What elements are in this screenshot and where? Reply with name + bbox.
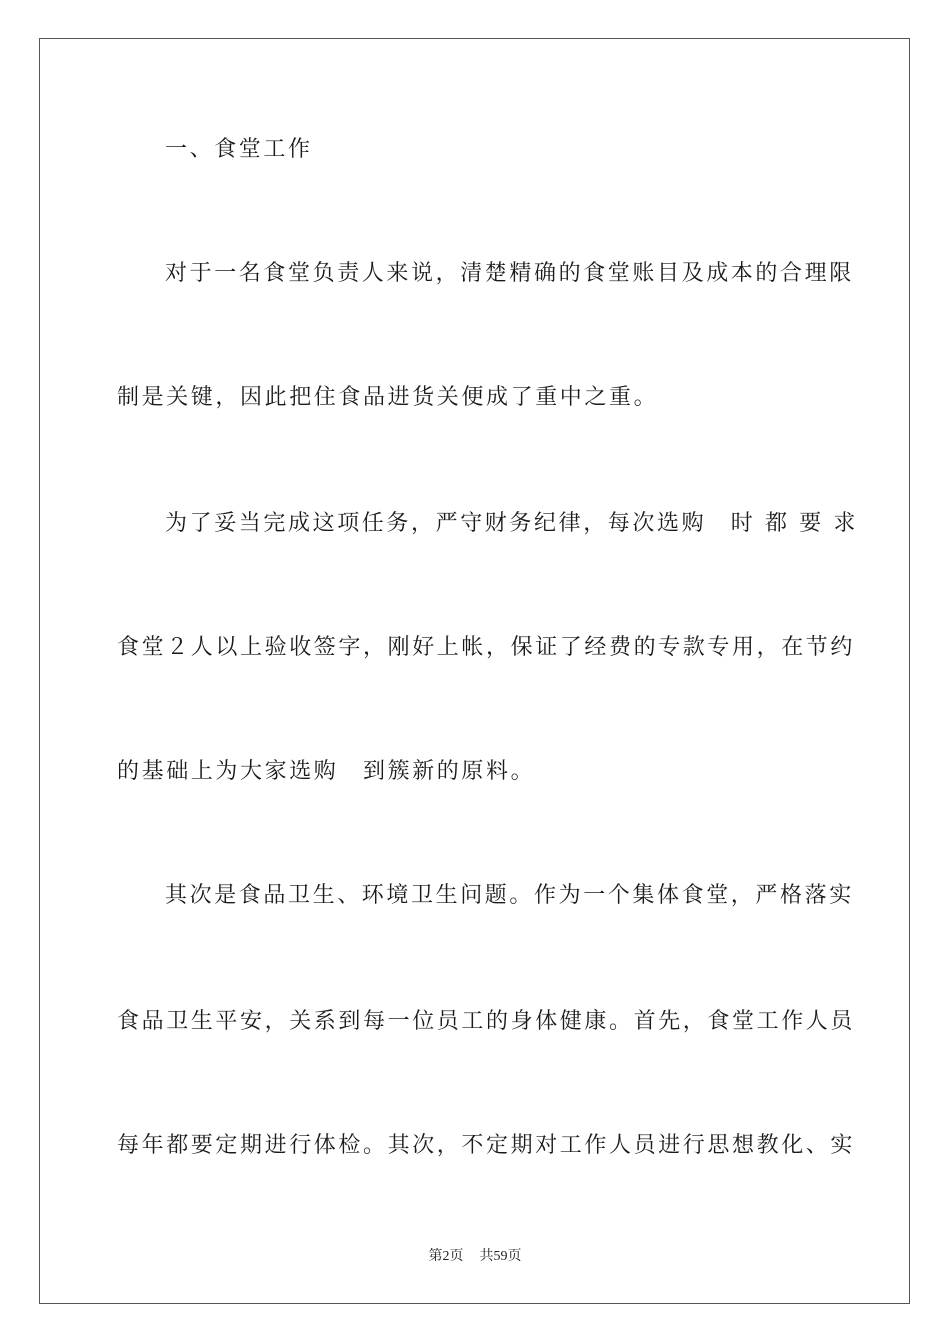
paragraph-line: 对于一名食堂负责人来说，清楚精确的食堂账目及成本的合理限 [165, 261, 854, 286]
total-pages: 共59页 [479, 1249, 522, 1264]
paragraph-line: 制是关键，因此把住食品进货关便成了重中之重。 [117, 385, 659, 410]
paragraph-line: 每年都要定期进行体检。其次，不定期对工作人员进行思想教化、实 [117, 1133, 856, 1158]
paragraph-line: 为了妥当完成这项任务，严守财务纪律，每次选购 时 都 要 求 [165, 511, 858, 536]
paragraph-line: 食品卫生平安，关系到每一位员工的身体健康。首先，食堂工作人员 [117, 1009, 856, 1034]
page-footer [0, 1247, 950, 1267]
page-number: 第2页 [428, 1249, 464, 1264]
paragraph-line: 其次是食品卫生、环境卫生问题。作为一个集体食堂，严格落实 [165, 883, 854, 908]
paragraph-line: 食堂２人以上验收签字，刚好上帐，保证了经费的专款专用，在节约 [117, 635, 856, 660]
paragraph-line: 的基础上为大家选购 到簇新的原料。 [117, 759, 536, 784]
page-border [39, 38, 910, 1304]
section-heading: 一、食堂工作 [165, 137, 313, 162]
